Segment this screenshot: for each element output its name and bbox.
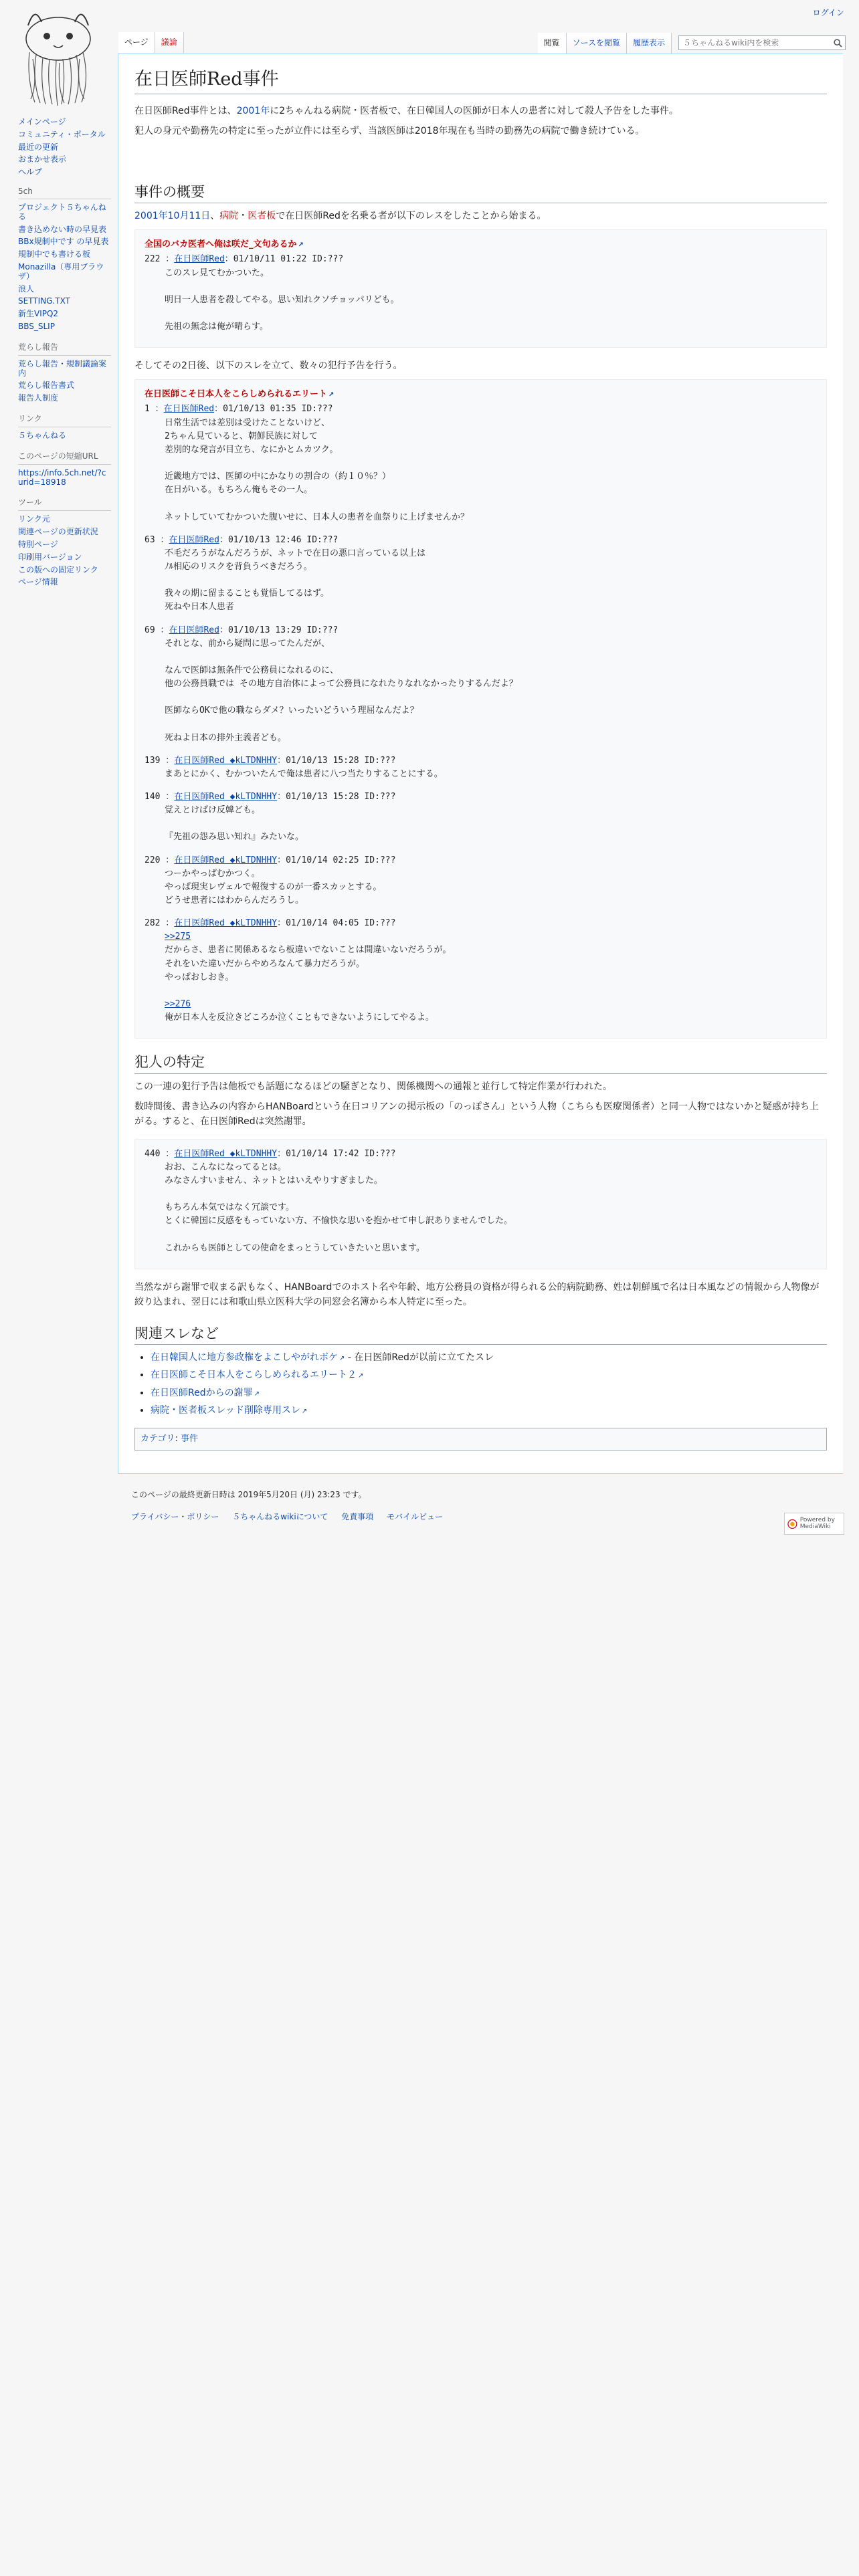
post-number: 440 ：: [145, 1148, 175, 1159]
sidebar-heading: 荒らし報告: [18, 341, 111, 356]
post-body-wrapper: [145, 930, 817, 1025]
post-meta: ：01/10/13 13:29 ID:???: [219, 625, 339, 635]
powered-label: Powered by MediaWiki: [799, 1516, 835, 1530]
logo-image: [15, 5, 102, 106]
quote-box: [134, 1139, 827, 1269]
sidebar-link[interactable]: プロジェクト５ちゃんねる: [18, 202, 106, 221]
sidebar-item-help[interactable]: [18, 168, 111, 177]
sidebar-link[interactable]: BBS_SLIP: [18, 321, 55, 331]
sidebar-heading: ツール: [18, 496, 111, 511]
outline-paragraph: [134, 209, 827, 223]
sidebar-link[interactable]: 特別ページ: [18, 539, 58, 549]
sidebar-link[interactable]: ページ情報: [18, 577, 58, 587]
post-number: 139 ：: [145, 755, 175, 766]
sidebar-link[interactable]: 書き込めない時の早見表: [18, 224, 107, 234]
search-box: [678, 35, 846, 50]
search-input[interactable]: [679, 38, 830, 47]
last-modified: このページの最終更新日時は 2019年5月20日 (月) 23:23 です。: [131, 1490, 367, 1499]
post: [145, 917, 817, 1025]
category-link[interactable]: 事件: [181, 1433, 199, 1444]
post-body: だからさ、患者に関係あるなら板違いでないことは間違いないだろうが。 それをいた違いだからやめろなんて暴力だろうが。 やっぱおしおき。: [165, 945, 452, 982]
text: 、: [210, 211, 220, 222]
poster-link[interactable]: 在日医師Red ◆kLTDNHHY: [174, 918, 278, 929]
intro-paragraph: [134, 104, 827, 118]
text: に2ちゃんねる病院・医者板で、在日韓国人の医師が日本人の患者に対して殺人予告をした事件。: [270, 106, 678, 117]
text: で在日医師Redを名乗る者が以下のレスをしたことから始まる。: [276, 211, 547, 222]
post-header: [145, 624, 817, 637]
sidebar-link[interactable]: 浪人: [18, 284, 35, 294]
list-item: [151, 1403, 827, 1418]
post-number: 140 ：: [145, 792, 175, 802]
post-body: まあとにかく、むかついたんで俺は患者に八つ当たりすることにする。: [165, 768, 443, 779]
board-link[interactable]: 医者板: [248, 211, 276, 222]
tab-view-source[interactable]: [567, 33, 627, 53]
tab-history[interactable]: [627, 33, 672, 53]
disclaimer-link[interactable]: 免責事項: [341, 1512, 374, 1521]
sidebar-link[interactable]: メインページ: [18, 117, 66, 126]
post-number: 1 ：: [145, 404, 164, 415]
external-link-icon: ↗: [298, 241, 304, 249]
post-body: 覚えとけばけ反韓ども。 『先祖の怨み思い知れ』みたいな。: [165, 805, 304, 843]
post: [145, 534, 817, 615]
sidebar-link[interactable]: 荒らし報告書式: [18, 381, 75, 391]
text: 在日医師Red事件とは、: [134, 106, 237, 117]
post-header: [145, 1148, 817, 1161]
post-body: おお、こんなになってるとは。 みなさんすいません、ネットとはいえやりすぎました。 もちろん本気ではなく冗談です。 とくに韓国に反感をもっていない方、不愉快な思いを抱かせて申し訳ありませんでした。 これからも医師としての使命をまっとうしていきたいと思います。: [165, 1162, 513, 1253]
date-link[interactable]: 2001年10月11日: [134, 211, 211, 222]
sidebar-link[interactable]: 印刷用バージョン: [18, 552, 82, 562]
post-header: [145, 754, 817, 768]
thread-link[interactable]: 全国のバカ医者へ俺は咲だ_文句あるか: [145, 239, 297, 249]
sidebar-link[interactable]: SETTING.TXT: [18, 296, 70, 306]
namespace-tabs: [118, 32, 184, 53]
sidebar-link[interactable]: 新生VIPQ2: [18, 309, 59, 319]
post-number: 220 ：: [145, 855, 175, 865]
post-header: [145, 854, 817, 867]
post-meta: ：01/10/14 17:42 ID:???: [277, 1148, 396, 1159]
external-link-icon: ↗: [339, 1354, 345, 1362]
year-link[interactable]: 2001年: [236, 106, 270, 117]
post-number: 63 ：: [145, 534, 169, 545]
category-links: [134, 1428, 827, 1451]
external-link-icon: ↗: [358, 1372, 364, 1380]
external-link-icon: ↗: [301, 1408, 308, 1416]
list-item: [151, 1368, 827, 1382]
tab-label: ページ: [124, 37, 149, 47]
sidebar-item-community-portal[interactable]: [18, 130, 111, 140]
post-header: [145, 917, 817, 930]
text: :: [175, 1433, 181, 1444]
post: [145, 1148, 817, 1255]
post-body: つーかやっぱむかつく。 やっぱ現実レヴェルで報復するのが一番スカッとする。 どうせ患者にはわからんだろうし。: [165, 868, 382, 906]
short-url-link[interactable]: https://info.5ch.net/?curid=18918: [18, 467, 106, 487]
post-body: このスレ見てむかついた。 明日一人患者を殺してやる。思い知れクソチョッパリども。 先祖の無念は俺が晴らす。: [165, 267, 399, 332]
post-number: 282 ：: [145, 918, 175, 929]
sidebar-link[interactable]: この版への固定リンク: [18, 564, 98, 574]
sidebar-item-random[interactable]: [18, 155, 111, 165]
intro-paragraph-2: 犯人の身元や勤務先の特定に至ったが立件には至らず、当該医師は2018年現在も当時の勤務先の病院で働き続けている。: [134, 126, 645, 137]
sidebar-link[interactable]: BBx規制中です の早見表: [18, 237, 109, 247]
related-link[interactable]: 在日韓国人に地方参政権をよこしやがれボケ: [151, 1352, 338, 1363]
category-label-link[interactable]: カテゴリ: [140, 1433, 175, 1444]
sidebar-link[interactable]: 荒らし報告・規制議論案内: [18, 358, 107, 378]
sidebar: [0, 118, 118, 597]
post-number: 69 ：: [145, 625, 169, 635]
sidebar-section-arashi: [18, 341, 111, 403]
footer-links: [131, 1511, 840, 1522]
sidebar-link[interactable]: コミュニティ・ポータル: [18, 129, 106, 139]
post-meta: ：01/10/14 04:05 ID:???: [277, 918, 396, 929]
related-note: - 在日医師Redが以前に立てたスレ: [345, 1352, 494, 1363]
reply-anchor-link[interactable]: >>276: [165, 999, 191, 1010]
external-link-icon: ↗: [328, 391, 335, 399]
post-body: 日常生活では差別は受けたことないけど、 2ちゃん見ていると、朝鮮民族に対して 差別的な発言が目立ち、なにかとムカツク。 近畿地方では、医師の中にかなりの割合の（約１０％？） 在日がいる。もちろん俺もその一人。 ネットしていてむかついた腹いせに、日本人の患者を血祭りに上げませんか？: [165, 417, 470, 522]
tab-talk[interactable]: [155, 32, 184, 53]
post-meta: ：01/10/13 12:46 ID:???: [219, 534, 339, 545]
post-header: [145, 403, 817, 416]
related-link[interactable]: 在日医師こそ日本人をこらしめられるエリート２: [151, 1370, 357, 1381]
list-item: [151, 1350, 827, 1365]
tab-label: 閲覧: [543, 38, 560, 47]
sidebar-link[interactable]: ５ちゃんねる: [18, 430, 67, 440]
poster-link[interactable]: 在日医師Red ◆kLTDNHHY: [174, 855, 278, 865]
main-content: [118, 53, 843, 1474]
post-header: [145, 790, 817, 804]
sidebar-link[interactable]: ヘルプ: [18, 167, 43, 177]
poster-link[interactable]: 在日医師Red ◆kLTDNHHY: [174, 755, 278, 766]
post-meta: ：01/10/11 01:22 ID:???: [224, 254, 344, 265]
poster-link[interactable]: 在日医師Red: [163, 404, 215, 415]
powered-by-mediawiki-badge[interactable]: [784, 1513, 844, 1535]
quote-box: [134, 379, 827, 1039]
tab-label[interactable]: 履歴表示: [632, 38, 665, 47]
footer: [131, 1489, 840, 1522]
section-heading-identify: 犯人の特定: [134, 1053, 827, 1073]
post-body: 不毛だろうがなんだろうが、ネットで在日の悪口言っている以上は ﾉﾙ相応のリスクを背負うべきだろう。 我々の期に留まることも覚悟してるはず。 死ねや日本人患者: [165, 548, 426, 613]
sidebar-section-tools: [18, 496, 111, 587]
post-meta: ：01/10/14 02:25 ID:???: [277, 855, 396, 865]
poster-link[interactable]: 在日医師Red ◆kLTDNHHY: [174, 1148, 278, 1159]
post-number: 222 ：: [145, 254, 175, 265]
sidebar-heading: 5ch: [18, 187, 111, 199]
tab-page[interactable]: [118, 32, 155, 53]
identify-paragraph-3: 当然ながら謝罪で収まる訳もなく、HANBoardでのホスト名や年齢、地方公務員の資格が得られる公的病院勤務、姓は朝鮮風で名は日本風などの情報から人物像が絞り込まれ、翌日には和歌山県立医科大学の同窓会名簿から本人特定に至った。: [134, 1281, 820, 1308]
poster-link[interactable]: 在日医師Red: [169, 534, 219, 545]
thread-title: [145, 238, 817, 252]
reply-anchor-link[interactable]: >>275: [165, 932, 191, 942]
external-link-icon: ↗: [254, 1390, 260, 1398]
sidebar-section-shorturl: [18, 450, 111, 488]
post-header: [145, 534, 817, 547]
tab-label[interactable]: ソースを閲覧: [572, 38, 620, 47]
privacy-link[interactable]: プライバシー・ポリシー: [131, 1512, 219, 1521]
post-meta: ：01/10/13 15:28 ID:???: [277, 755, 396, 766]
sidebar-link[interactable]: 報告人制度: [18, 393, 59, 403]
identify-paragraph-2: 数時間後、書き込みの内容からHANBoardという在日コリアンの掲示板の「のっぽさん」という人物（こちらも医療関係者）と同一人物ではないかと疑惑が持ち上がる。すると、在日医師Redは突然謝罪。: [134, 1101, 820, 1128]
quote-box: [134, 229, 827, 348]
post-header: [145, 253, 817, 266]
post-body: 俺が日本人を反泣きどころか泣くこともできないようにしてやるよ。: [165, 1012, 435, 1023]
page-title: 在日医師Red事件: [134, 68, 827, 94]
thread-title: [145, 388, 817, 402]
between-paragraph: そしてその2日後、以下のスレを立て、数々の犯行予告を行う。: [134, 360, 403, 372]
thread-link[interactable]: 在日医師こそ日本人をこらしめられるエリート: [145, 389, 328, 399]
section-heading-related: 関連スレなど: [134, 1325, 827, 1345]
sidebar-link[interactable]: Monazilla（専用ブラウザ）: [18, 261, 104, 281]
hospital-link[interactable]: 病院: [219, 211, 239, 222]
post: [145, 403, 817, 524]
post-meta: ：01/10/13 15:28 ID:???: [277, 792, 396, 802]
sidebar-item-recent-changes[interactable]: [18, 143, 111, 152]
sidebar-section-5ch: [18, 187, 111, 332]
sidebar-section-links: [18, 413, 111, 441]
sidebar-link[interactable]: おまかせ表示: [18, 154, 67, 165]
sidebar-link[interactable]: 規制中でも書ける板: [18, 249, 91, 259]
sidebar-link[interactable]: 関連ページの更新状況: [18, 527, 98, 537]
login-link[interactable]: ログイン: [812, 8, 844, 17]
poster-link[interactable]: 在日医師Red: [169, 625, 219, 635]
list-item: [151, 1386, 827, 1400]
view-tabs: [538, 32, 846, 53]
sidebar-nav: [18, 118, 111, 177]
post: [145, 790, 817, 845]
search-icon[interactable]: [830, 36, 845, 49]
sidebar-heading: このページの短縮URL: [18, 450, 111, 465]
sidebar-link[interactable]: 最近の更新: [18, 142, 59, 152]
post: [145, 253, 817, 334]
poster-link[interactable]: 在日医師Red ◆kLTDNHHY: [174, 792, 278, 802]
mediawiki-icon: [787, 1515, 798, 1533]
section-heading-outline: 事件の概要: [134, 183, 827, 203]
sidebar-heading: リンク: [18, 413, 111, 427]
site-logo[interactable]: [15, 5, 102, 106]
identify-paragraph: この一連の犯行予告は他板でも話題になるほどの騒ぎとなり、関係機関への通報と並行して特定作業が行われた。: [134, 1081, 612, 1092]
personal-tools: [813, 7, 844, 18]
post-body: それとな、前から疑問に思ってたんだが、 なんで医師は無条件で公務員になれるのに、 他の公務員職では その地方自治体によって公務員になれたりなれなかったりするんだよ？ 医師ならOKで他の職ならダメ？いったいどういう理屈なんだよ？ 死ねよ日本の排外主義者ども。: [165, 638, 518, 743]
poster-link[interactable]: 在日医師Red: [174, 254, 225, 265]
sidebar-link[interactable]: リンク元: [18, 514, 50, 524]
about-link[interactable]: ５ちゃんねるwikiについて: [232, 1512, 328, 1521]
tab-read[interactable]: [538, 33, 567, 53]
related-link[interactable]: 病院・医者板スレッド削除専用スレ: [151, 1405, 300, 1416]
related-list: [151, 1350, 827, 1418]
sidebar-item-main-page[interactable]: [18, 118, 111, 127]
post: [145, 624, 817, 745]
post: [145, 754, 817, 781]
post-meta: ：01/10/13 01:35 ID:???: [214, 404, 333, 415]
tab-label[interactable]: 議論: [161, 37, 177, 47]
related-link[interactable]: 在日医師Redからの謝罪: [151, 1387, 253, 1398]
text: ・: [238, 211, 248, 222]
post: [145, 854, 817, 908]
mobile-view-link[interactable]: モバイルビュー: [387, 1512, 444, 1521]
